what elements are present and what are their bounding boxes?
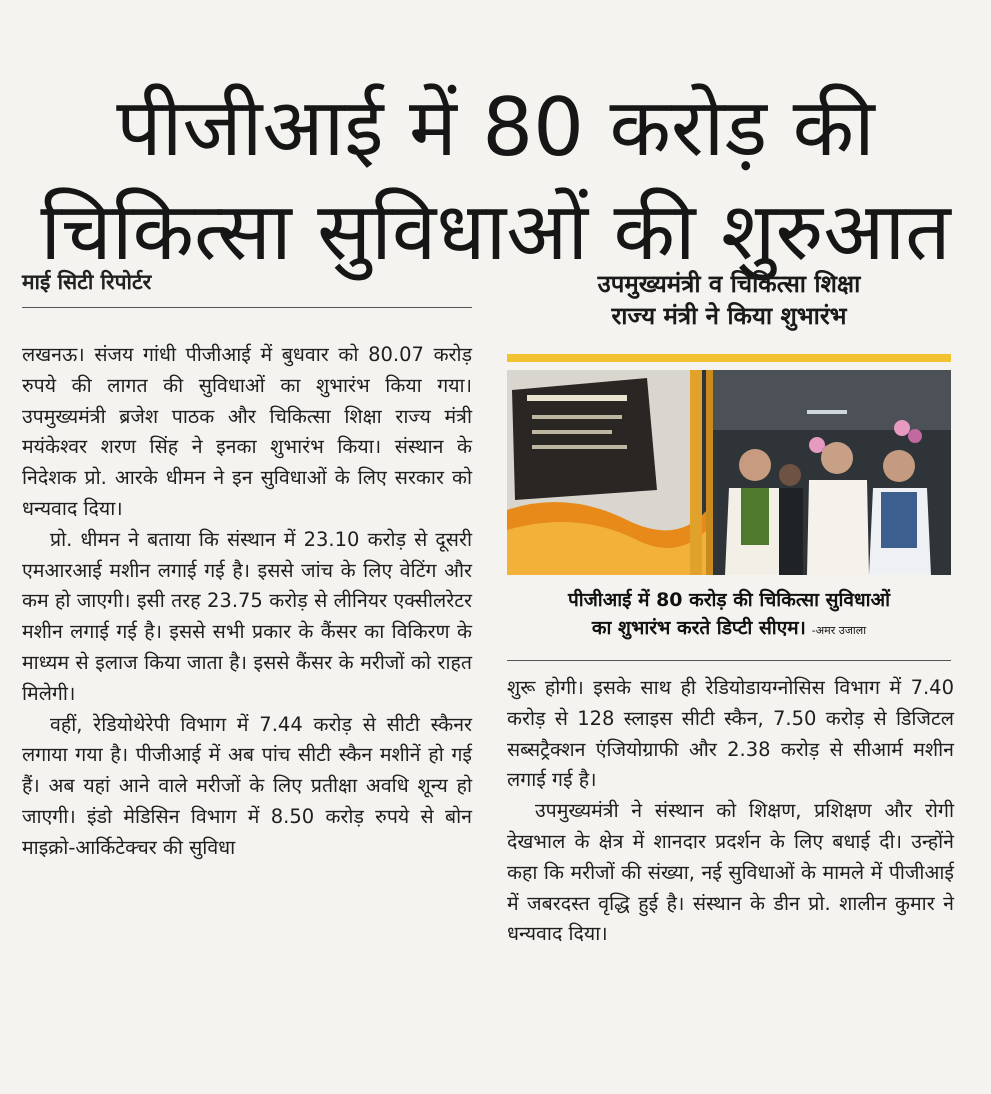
photo-subhead — [507, 268, 951, 332]
headline — [0, 76, 991, 284]
headline-line-1: पीजीआई में 80 करोड़ की — [116, 80, 875, 174]
headline-line-2: चिकित्सा सुविधाओं की शुरुआत — [40, 184, 951, 278]
caption-line-2: का शुभारंभ करते डिप्टी सीएम। — [591, 617, 806, 639]
paragraph: शुरू होगी। इसके साथ ही रेडियोडायग्नोसिस विभाग में 7.40 करोड़ से 128 स्लाइस सीटी स्कैन, 7.50 करोड़ से डिजिटल सब्सट्रैक्शन एंजियोग्राफी और 2.38 करोड़ से सीआर्म मशीन लगाई गई है। — [507, 676, 954, 792]
paragraph: लखनऊ। संजय गांधी पीजीआई में बुधवार को 80.07 करोड़ रुपये की लागत की सुविधाओं का शुभारंभ किया गया। उपमुख्यमंत्री ब्रजेश पाठक और चिकित्सा शिक्षा राज्य मंत्री मयंकेश्वर शरण सिंह ने इनका शुभारंभ किया। संस्थान के निदेशक प्रो. आरके धीमन ने इन सुविधाओं के लिए सरकार को धन्यवाद दिया। — [22, 343, 472, 520]
paragraph: वहीं, रेडियोथेरेपी विभाग में 7.44 करोड़ से सीटी स्कैनर लगाया गया है। पीजीआई में अब पांच सीटी स्कैन मशीनें हो गई हैं। अब यहां आने वाले मरीजों के लिए प्रतीक्षा अवधि शून्य हो जाएगी। इंडो मेडिसिन विभाग में 8.50 करोड़ रुपये से बोन माइक्रो-आर्किटेक्चर की सुविधा — [22, 712, 472, 859]
accent-bar — [507, 354, 951, 362]
article-right-column — [507, 673, 954, 950]
subhead-line-2: राज्य मंत्री ने किया शुभारंभ — [611, 302, 847, 330]
byline: माई सिटी रिपोर्टर — [22, 270, 152, 294]
caption-line-1: पीजीआई में 80 करोड़ की चिकित्सा सुविधाओं — [568, 589, 890, 611]
byline-rule — [22, 307, 472, 308]
photo-credit: -अमर उजाला — [811, 624, 867, 637]
subhead-line-1: उपमुख्यमंत्री व चिकित्सा शिक्षा — [597, 270, 861, 298]
paragraph: प्रो. धीमन ने बताया कि संस्थान में 23.10 करोड़ से दूसरी एमआरआई मशीन लगाई गई है। इससे जांच के लिए वेटिंग और कम हो जाएगी। इसी तरह 23.75 करोड़ से लीनियर एक्सीलरेटर मशीन लगाई गई है। इससे सभी प्रकार के कैंसर का विकिरण के माध्यम से इलाज किया जाता है। इससे कैंसर के मरीजों को राहत मिलेगी। — [22, 527, 472, 705]
paragraph: उपमुख्यमंत्री ने संस्थान को शिक्षण, प्रशिक्षण और रोगी देखभाल के क्षेत्र में शानदार प्रदर्शन के लिए बधाई दी। उन्होंने कहा कि मरीजों की संख्या, नई सुविधाओं के मामले में पीजीआई में जबरदस्त वृद्धि हुई है। संस्थान के डीन प्रो. शालीन कुमार ने धन्यवाद दिया। — [507, 799, 954, 946]
caption-rule — [507, 660, 951, 661]
news-photo — [507, 370, 951, 575]
photo-illustration — [507, 370, 951, 575]
article-left-column — [22, 340, 472, 864]
photo-caption — [507, 586, 951, 645]
